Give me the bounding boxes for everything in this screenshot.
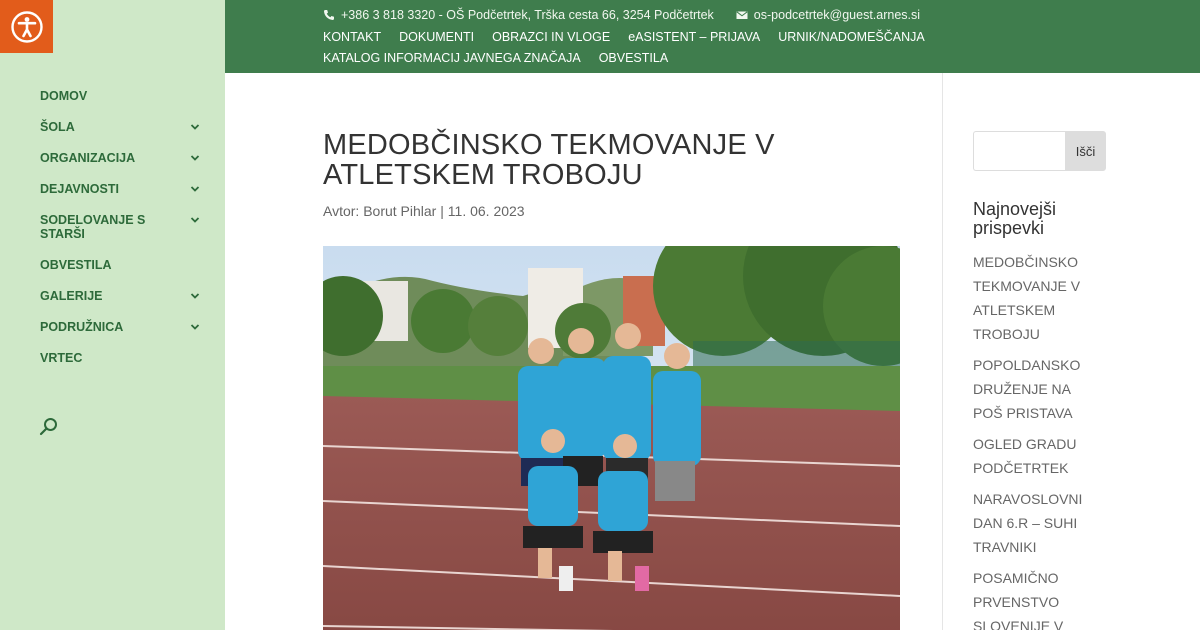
topnav-kontakt[interactable]: KONTAKT — [323, 30, 382, 44]
sidebar-item-obvestila[interactable] — [40, 258, 210, 272]
recent-post-link[interactable]: POPOLDANSKO DRUŽENJE NA POŠ PRISTAVA — [973, 357, 1081, 421]
topnav-urnik[interactable]: URNIK/NADOMEŠČANJA — [778, 30, 925, 44]
main-nav — [40, 89, 210, 382]
topnav-dokumenti[interactable]: DOKUMENTI — [399, 30, 475, 44]
topnav-obvestila[interactable]: OBVESTILA — [598, 51, 669, 65]
sidebar-item-label: VRTEC — [40, 351, 83, 365]
list-item — [973, 250, 1108, 346]
chevron-down-icon[interactable] — [188, 182, 202, 196]
post-content — [323, 130, 903, 219]
topnav-katalog[interactable]: KATALOG INFORMACIJ JAVNEGA ZNAČAJA — [323, 51, 581, 65]
chevron-down-icon[interactable] — [188, 213, 202, 227]
sidebar-item-label: OBVESTILA — [40, 258, 112, 272]
recent-post-link[interactable]: OGLED GRADU PODČETRTEK — [973, 436, 1077, 476]
sidebar — [0, 0, 225, 630]
sidebar-item-domov[interactable] — [40, 89, 210, 103]
contact-info — [323, 8, 920, 22]
sidebar-item-label: DEJAVNOSTI — [40, 182, 119, 196]
sidebar-item-label: GALERIJE — [40, 289, 103, 303]
envelope-icon — [736, 9, 748, 21]
sidebar-item-label: PODRUŽNICA — [40, 320, 124, 334]
sidebar-item-sodelovanje[interactable] — [40, 213, 210, 241]
sidebar-item-sola[interactable] — [40, 120, 210, 134]
list-item — [973, 487, 1108, 559]
recent-post-link[interactable]: NARAVOSLOVNI DAN 6.R – SUHI TRAVNIKI — [973, 491, 1083, 555]
phone-icon — [323, 9, 335, 21]
recent-post-link[interactable]: POSAMIČNO PRVENSTVO SLOVENIJE V — [973, 570, 1064, 630]
post-date: 11. 06. 2023 — [447, 203, 525, 219]
accessibility-icon — [10, 10, 44, 44]
right-sidebar — [973, 131, 1108, 630]
author-prefix: Avtor: — [323, 203, 364, 219]
recent-posts-title: Najnovejši prispevki — [973, 199, 1057, 238]
post-meta — [323, 203, 903, 219]
phone-address-text[interactable]: +386 3 818 3320 - OŠ Podčetrtek, Trška cesta 66, 3254 Podčetrtek — [341, 8, 714, 22]
author-link[interactable]: Borut Pihlar — [363, 203, 437, 219]
sidebar-item-label: DOMOV — [40, 89, 88, 103]
search-form — [973, 131, 1108, 171]
meta-separator: | — [436, 203, 448, 219]
recent-post-link[interactable]: MEDOBČINSKO TEKMOVANJE V ATLETSKEM TROBOJU — [973, 254, 1081, 342]
email-link[interactable]: os-podcetrtek@guest.arnes.si — [753, 8, 921, 22]
sidebar-item-organizacija[interactable] — [40, 151, 210, 165]
topnav-easistent[interactable]: eASISTENT – PRIJAVA — [628, 30, 761, 44]
search-input[interactable] — [973, 131, 1065, 171]
sidebar-item-label: SODELOVANJE S STARŠI — [40, 213, 146, 241]
search-icon[interactable] — [38, 416, 60, 438]
topnav-obrazci[interactable]: OBRAZCI IN VLOGE — [492, 30, 611, 44]
search-button[interactable]: Išči — [1065, 131, 1106, 171]
content-divider — [942, 73, 943, 630]
top-nav — [323, 29, 943, 66]
chevron-down-icon[interactable] — [188, 289, 202, 303]
sidebar-item-podruznica[interactable] — [40, 320, 210, 334]
sidebar-item-label: ORGANIZACIJA — [40, 151, 136, 165]
sidebar-item-label: ŠOLA — [40, 120, 75, 134]
chevron-down-icon[interactable] — [188, 120, 202, 134]
post-featured-image — [323, 246, 900, 630]
list-item — [973, 353, 1108, 425]
accessibility-button[interactable] — [0, 0, 53, 53]
post-title: MEDOBČINSKO TEKMOVANJE V ATLETSKEM TROBOJU — [323, 129, 775, 191]
list-item — [973, 566, 1108, 630]
recent-posts-list — [973, 250, 1108, 630]
top-header — [225, 0, 1200, 73]
sidebar-item-galerije[interactable] — [40, 289, 210, 303]
chevron-down-icon[interactable] — [188, 151, 202, 165]
list-item — [973, 432, 1108, 480]
sidebar-item-vrtec[interactable] — [40, 351, 210, 365]
sidebar-item-dejavnosti[interactable] — [40, 182, 210, 196]
chevron-down-icon[interactable] — [188, 320, 202, 334]
